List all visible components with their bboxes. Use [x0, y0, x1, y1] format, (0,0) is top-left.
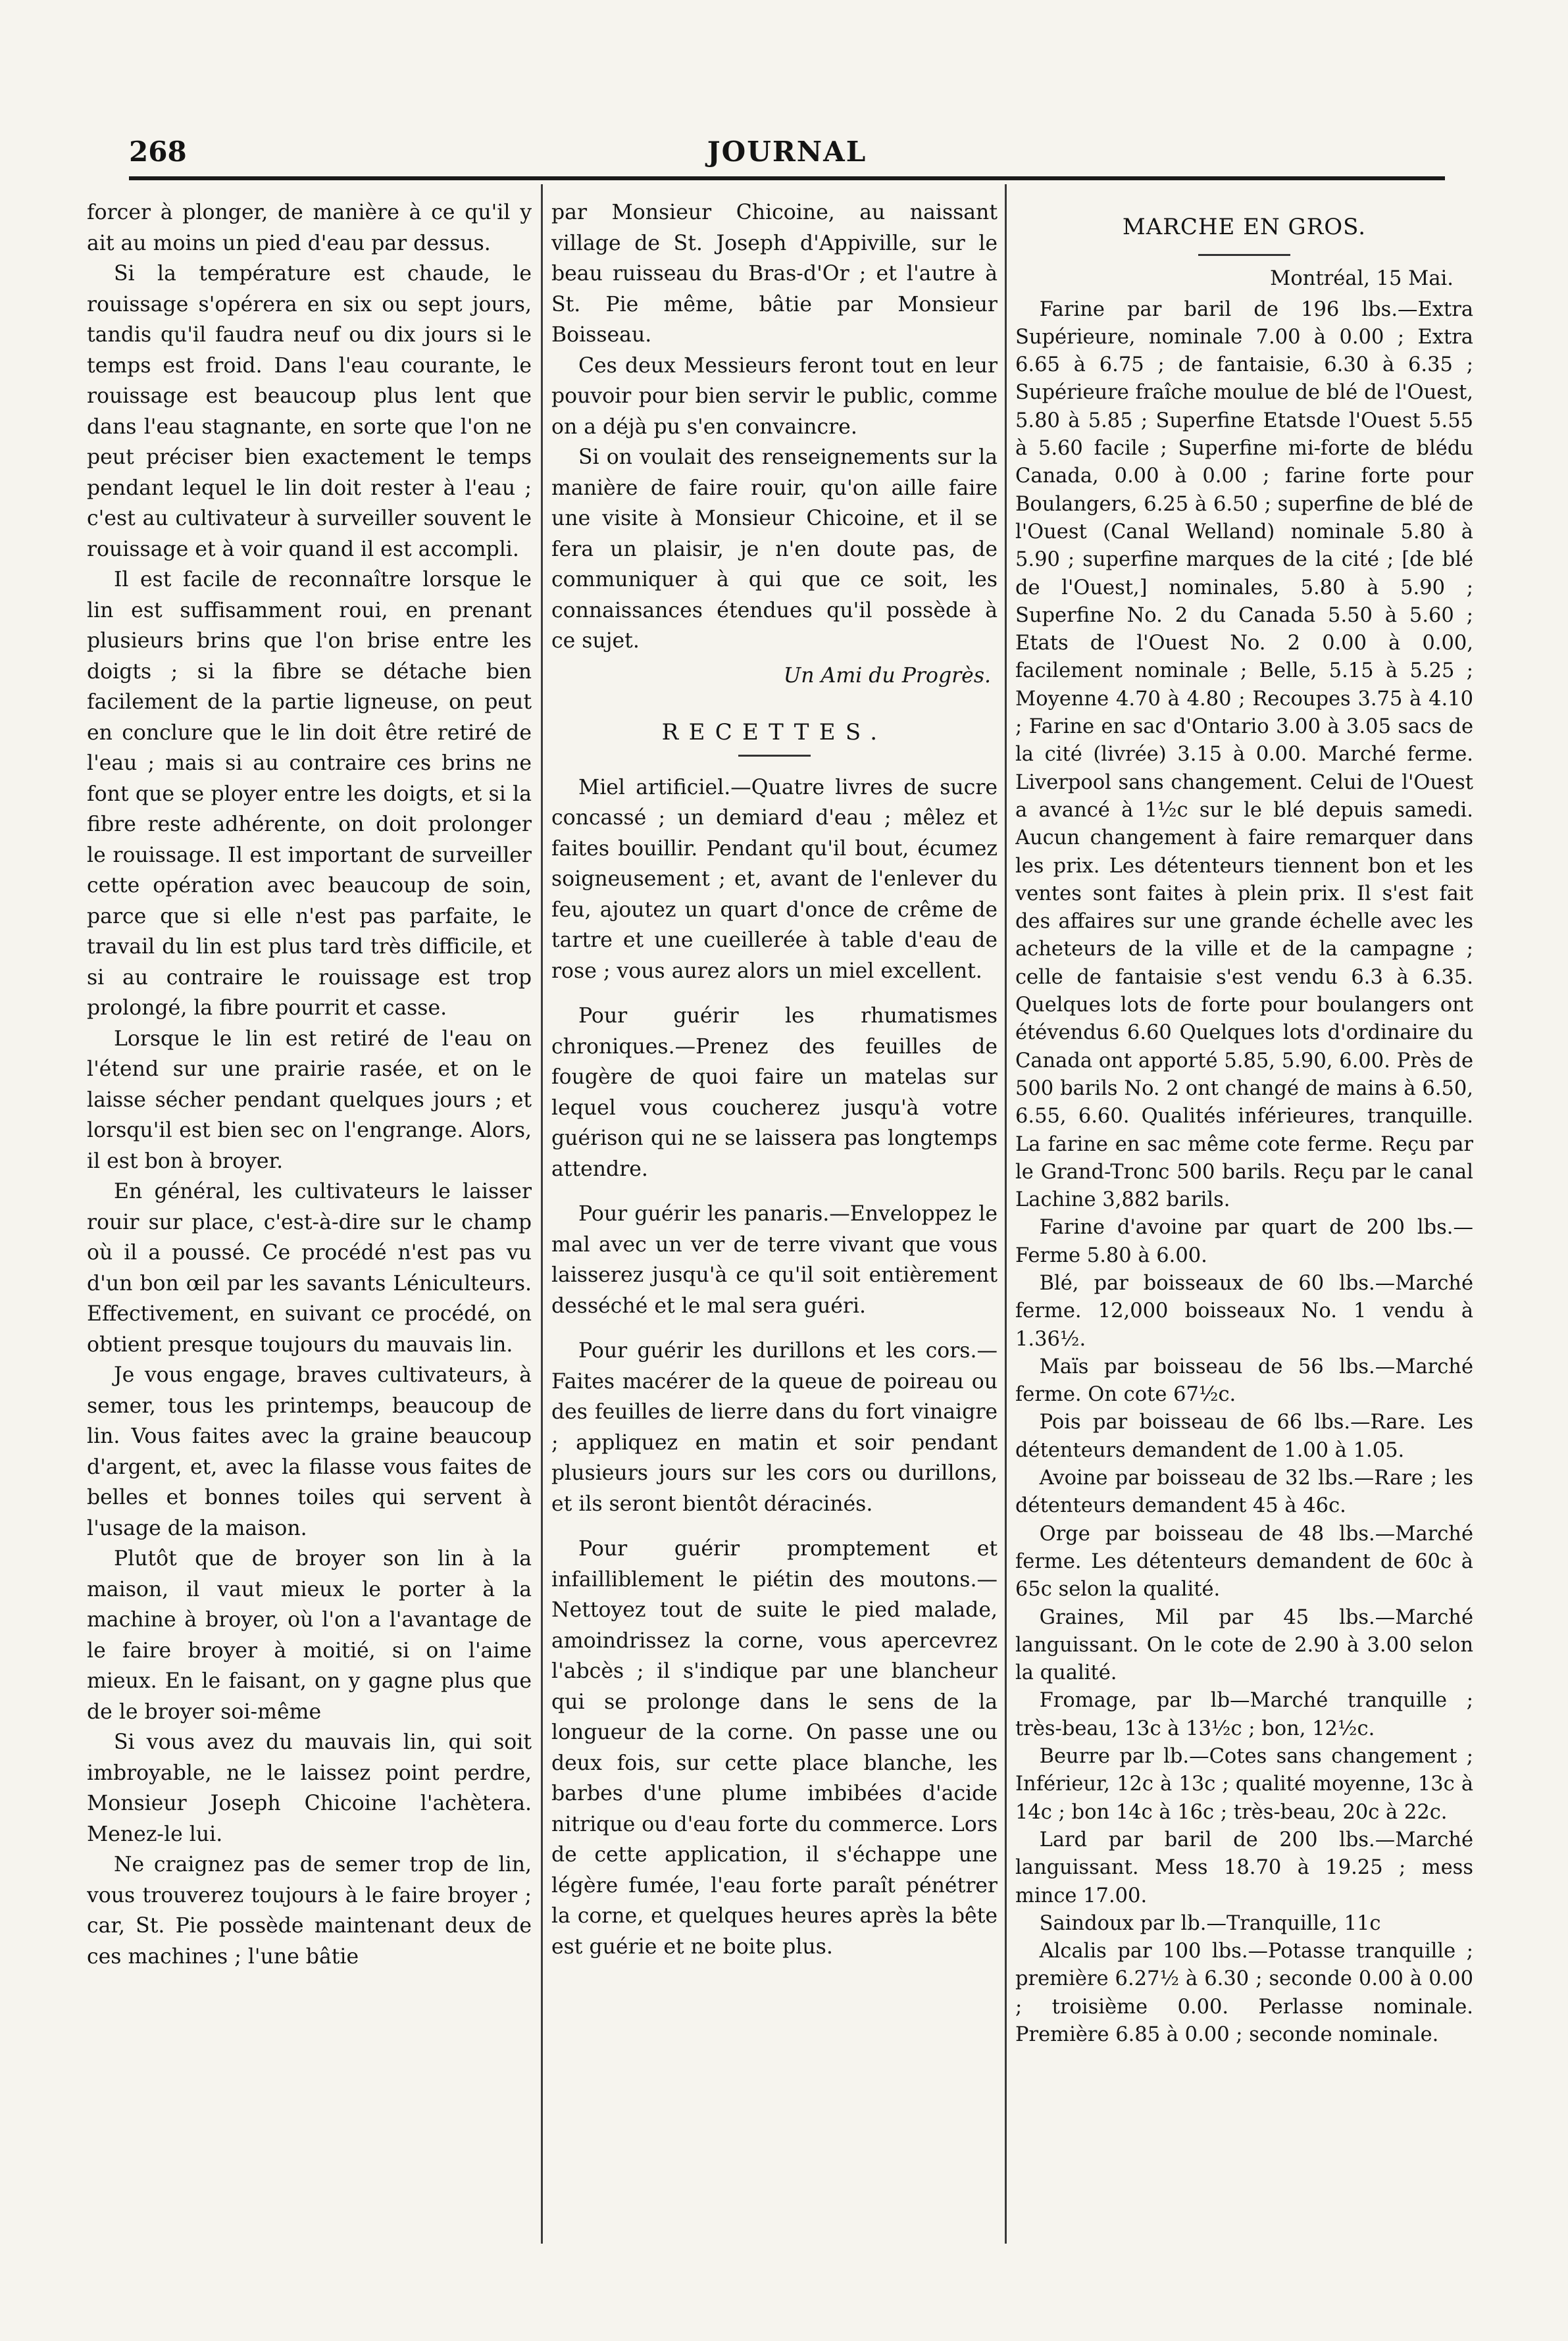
section-rule	[738, 755, 811, 757]
page-header	[129, 136, 1445, 172]
section-title-recettes: RECETTES.	[661, 719, 888, 745]
paragraph: Plutôt que de broyer son lin à la maison, il vaut mieux le porter à la machine à broyer, où l'on a l'avantage de le faire broyer à moitié, si on l'aime mieux. En le faisant, on y gagne plus que de le broyer soi-même	[87, 1547, 532, 1724]
dateline: Montréal, 15 Mai.	[1270, 267, 1454, 291]
page-number: 268	[129, 136, 187, 168]
paragraph: Si on voulait des renseignements sur la manière de faire rouir, qu'on aille faire une visite à Monsieur Chicoine, et il se fera un plaisir, je n'en doute pas, de communiquer à qui que ce soit, les connaissances étendues qu'il possède à ce sujet.	[551, 445, 998, 653]
market-paragraph: Farine par baril de 196 lbs.—Extra Supérieure, nominale 7.00 à 0.00 ; Extra 6.65 à 6.75 ; de fantaisie, 6.30 à 6.35 ; Supérieure fraîche moulue de blé de l'Ouest, 5.80 à 5.85 ; Superfine Etatsde l'Ouest 5.55 à 5.60 facile ; Superfine mi-forte de blédu Canada, 0.00 à 0.00 ; farine forte pour Boulangers, 6.25 à 6.50 ; superfine de blé de l'Ouest (Canal Welland) nominale 5.80 à 5.90 ; superfine marques de la cité ; [de blé de l'Ouest,] nominales, 5.80 à 5.90 ; Superfine No. 2 du Canada 5.50 à 5.60 ; Etats de l'Ouest No. 2 0.00 à 0.00, facilement nominale ; Belle, 5.15 à 5.25 ; Moyenne 4.70 à 4.80 ; Recoupes 3.75 à 4.10 ; Farine en sac d'Ontario 3.00 à 3.05 sacs de la cité (livrée) 3.15 à 0.00. Marché ferme. Liverpool sans changement. Celui de l'Ouest a avancé à 1½c sur le blé depuis samedi. Aucun changement à faire remarquer dans les prix. Les détenteurs tiennent bon et les ventes sont faites à plein prix. Il s'est fait des affaires sur une grande échelle avec les acheteurs de la ville et de la campagne ; celle de fantaisie s'est vendu 6.3 à 6.35. Quelques lots de forte pour boulangers ont étévendus 6.60 Quelques lots d'ordinaire du Canada ont apporté 5.85, 5.90, 6.00. Près de 500 barils No. 2 ont changé de mains à 6.50, 6.55, 6.60. Qualités inférieures, tranquille. La farine en sac même cote ferme. Reçu par le Grand-Tronc 500 barils. Reçu par le canal Lachine 3,882 barils.	[1015, 297, 1473, 1212]
market-paragraph: Graines, Mil par 45 lbs.—Marché languissant. On le cote de 2.90 à 3.00 selon la qualité.	[1015, 1605, 1473, 1685]
column-3	[1015, 197, 1473, 2329]
market-paragraph: Pois par boisseau de 66 lbs.—Rare. Les détenteurs demandent de 1.00 à 1.05.	[1015, 1411, 1473, 1462]
header-rule	[129, 176, 1445, 180]
paragraph: forcer à plonger, de manière à ce qu'il y ait au moins un pied d'eau par dessus.	[87, 201, 532, 255]
market-paragraph: Avoine par boisseau de 32 lbs.—Rare ; les détenteurs demandent 45 à 46c.	[1015, 1467, 1473, 1518]
column-divider-2	[1005, 184, 1007, 2244]
recipe-paragraph: Miel artificiel.—Quatre livres de sucre concassé ; un demiard d'eau ; mêlez et faites bouillir. Pendant qu'il bout, écumez soigneusement ; et, avant de l'enlever du feu, ajoutez un quart d'once de crême de tartre et une cueillerée à table d'eau de rose ; vous aurez alors un miel excellent.	[551, 775, 998, 983]
paragraph: Il est facile de reconnaître lorsque le lin est suffisamment roui, en prenant plusieurs brins que l'on brise entre les doigts ; si la fibre se détache bien facilement de la partie ligneuse, on peut en conclure que le lin doit être retiré de l'eau ; mais si au contraire ces brins ne font que se ployer entre les doigts, et si la fibre reste adhérente, on doit prolonger le rouissage. Il est important de surveiller cette opération avec beaucoup de soin, parce que si elle n'est pas parfaite, le travail du lin est plus tard très difficile, et si au contraire le rouissage est trop prolongé, la fibre pourrit et casse.	[87, 568, 532, 1020]
recipe-paragraph: Pour guérir les rhumatismes chroniques.—Prenez des feuilles de fougère de quoi faire un matelas sur lequel vous coucherez jusqu'à votre guérison qui ne se laissera pas longtemps attendre.	[551, 1004, 998, 1181]
market-paragraph: Lard par baril de 200 lbs.—Marché languissant. Mess 18.70 à 19.25 ; mess mince 17.00.	[1015, 1828, 1473, 1907]
market-paragraph: Alcalis par 100 lbs.—Potasse tranquille ; première 6.27½ à 6.30 ; seconde 0.00 à 0.00 ; troisième 0.00. Perlasse nominale. Première 6.85 à 0.00 ; seconde nominale.	[1015, 1940, 1473, 2046]
paragraph: par Monsieur Chicoine, au naissant village de St. Joseph d'Appiville, sur le beau ruisseau du Bras-d'Or ; et l'autre à St. Pie même, bâtie par Monsieur Boisseau.	[551, 201, 998, 347]
column-1	[87, 197, 532, 2329]
market-paragraph: Saindoux par lb.—Tranquille, 11c	[1039, 1911, 1381, 1935]
market-paragraph: Fromage, par lb—Marché tranquille ; très-beau, 13c à 13½c ; bon, 12½c.	[1015, 1689, 1473, 1740]
paragraph: En général, les cultivateurs le laisser rouir sur place, c'est-à-dire sur le champ où il a poussé. Ce procédé n'est pas vu d'un bon œil par les savants Léniculteurs. Effectivement, en suivant ce procédé, on obtient presque toujours du mauvais lin.	[87, 1180, 532, 1357]
recipe-paragraph: Pour guérir promptement et infailliblement le piétin des moutons.—Nettoyez tout de suite le pied malade, amoindrissez la corne, vous apercevrez l'abcès ; il s'indique par une blancheur qui se prolonge dans le sens de la longueur de la corne. On passe une ou deux fois, sur cette place blanche, les barbes d'une plume imbibées d'acide nitrique ou d'eau forte du commerce. Lors de cette application, il s'échappe une légère fumée, l'eau forte paraît pénétrer la corne, et quelques heures après la bête est guérie et ne boite plus.	[551, 1537, 998, 1959]
column-2	[551, 197, 998, 2329]
paragraph: Je vous engage, braves cultivateurs, à semer, tous les printemps, beaucoup de lin. Vous faites avec la graine beaucoup d'argent, et, avec la filasse vous faites de belles et bonnes toiles qui servent à l'usage de la maison.	[87, 1363, 532, 1540]
paragraph: Si la température est chaude, le rouissage s'opérera en six ou sept jours, tandis qu'il faudra neuf ou dix jours si le temps est froid. Dans l'eau courante, le rouissage est beaucoup plus lent que dans l'eau stagnante, en sorte que l'on ne peut préciser bien exactement le temps pendant lequel le lin doit rester à l'eau ; c'est au cultivateur à surveiller souvent le rouissage et à voir quand il est accompli.	[87, 262, 532, 561]
recipe-paragraph: Pour guérir les durillons et les cors.—Faites macérer de la queue de poireau ou des feuilles de lierre dans du fort vinaigre ; appliquez en matin et soir pendant plusieurs jours sur les cors ou durillons, et ils seront bientôt déracinés.	[551, 1339, 998, 1516]
section-rule	[1198, 254, 1290, 256]
market-paragraph: Blé, par boisseaux de 60 lbs.—Marché ferme. 12,000 boisseaux No. 1 vendu à 1.36½.	[1015, 1271, 1473, 1351]
paragraph: Si vous avez du mauvais lin, qui soit imbroyable, ne le laissez point perdre, Monsieur Joseph Chicoine l'achètera. Menez-le lui.	[87, 1730, 532, 1846]
market-paragraph: Maïs par boisseau de 56 lbs.—Marché ferme. On cote 67½c.	[1015, 1355, 1473, 1407]
paragraph: Lorsque le lin est retiré de l'eau on l'étend sur une prairie rasée, et on le laisse sécher pendant quelques jours ; et lorsqu'il est bien sec on l'engrange. Alors, il est bon à broyer.	[87, 1026, 532, 1173]
market-paragraph: Beurre par lb.—Cotes sans changement ; Inférieur, 12c à 13c ; qualité moyenne, 13c à 14c ; bon 14c à 16c ; très-beau, 20c à 22c.	[1015, 1745, 1473, 1824]
column-divider-1	[541, 184, 543, 2244]
recipe-paragraph: Pour guérir les panaris.—Enveloppez le mal avec un ver de terre vivant que vous laisserez jusqu'à ce qu'il soit entièrement desséché et le mal sera guéri.	[551, 1202, 998, 1318]
market-paragraph: Farine d'avoine par quart de 200 lbs.—Ferme 5.80 à 6.00.	[1015, 1216, 1473, 1267]
market-paragraph: Orge par boisseau de 48 lbs.—Marché ferme. Les détenteurs demandent de 60c à 65c selon la qualité.	[1015, 1522, 1473, 1601]
signature: Un Ami du Progrès.	[783, 663, 991, 688]
paragraph: Ne craignez pas de semer trop de lin, vous trouverez toujours à le faire broyer ; car, St. Pie possède maintenant deux de ces machines ; l'une bâtie	[87, 1853, 532, 1969]
paragraph: Ces deux Messieurs feront tout en leur pouvoir pour bien servir le public, comme on a déjà pu s'en convaincre.	[551, 353, 998, 439]
page-title: JOURNAL	[707, 136, 867, 168]
market-section-title: MARCHE EN GROS.	[1122, 214, 1367, 240]
